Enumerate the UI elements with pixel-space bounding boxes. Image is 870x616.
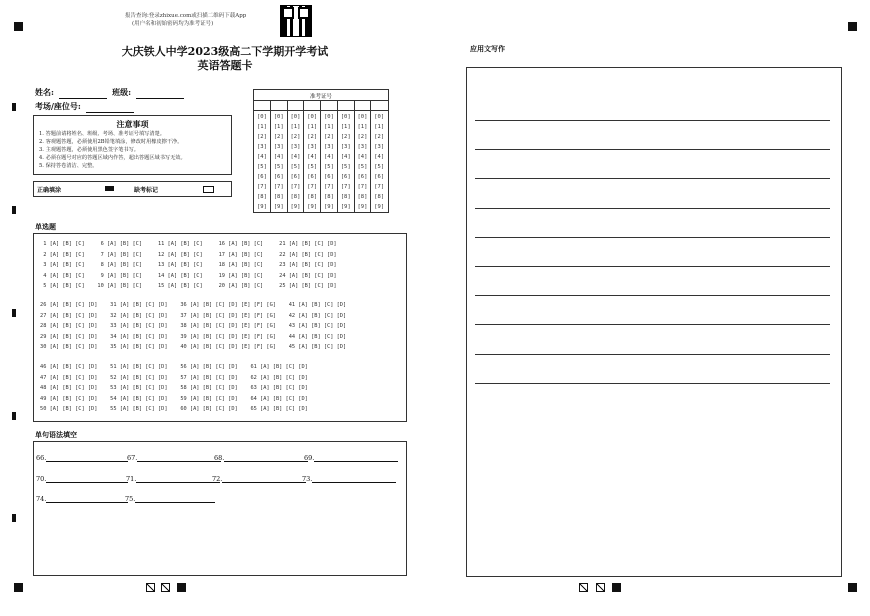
admission-digit-bubble[interactable]: [7] bbox=[357, 184, 368, 190]
name-label: 姓名: bbox=[35, 87, 54, 97]
writing-line bbox=[475, 383, 830, 384]
mc-row[interactable]: 47 [A] [B] [C] [D] 52 [A] [B] [C] [D] 57 [A] [B] [C] [D] 62 [A] [B] [C] [D] bbox=[40, 374, 308, 381]
corner-marker-bottom-left bbox=[14, 583, 23, 592]
admission-digit-bubble[interactable]: [4] bbox=[374, 154, 385, 160]
mc-row[interactable]: 28 [A] [B] [C] [D] 33 [A] [B] [C] [D] 38 [A] [B] [C] [D] [E] [F] [G] 43 [A] [B] [C] [D] bbox=[40, 323, 347, 329]
admission-digit-bubble[interactable]: [9] bbox=[357, 204, 368, 210]
admission-header: 准考证号 bbox=[309, 94, 332, 100]
mc-row[interactable]: 49 [A] [B] [C] [D] 54 [A] [B] [C] [D] 59 [A] [B] [C] [D] 64 [A] [B] [C] [D] bbox=[40, 395, 308, 402]
fill-item bbox=[214, 454, 308, 462]
admission-column-divider bbox=[337, 100, 338, 212]
side-tick bbox=[12, 412, 16, 420]
admission-digit-bubble[interactable]: [5] bbox=[273, 164, 284, 170]
section-writing-title: 应用文写作 bbox=[470, 44, 505, 53]
report-line-1: 报告查询:登录zhixue.com或扫描二维码下载App bbox=[125, 13, 247, 19]
room-row bbox=[35, 94, 134, 113]
admission-digit-bubble[interactable]: [6] bbox=[307, 174, 318, 180]
class-label: 班级: bbox=[112, 87, 132, 97]
fill-item bbox=[36, 475, 128, 483]
admission-digit-bubble[interactable]: [7] bbox=[257, 184, 267, 190]
report-line-2: (用户名和初始密码均为准考证号) bbox=[132, 21, 214, 27]
admission-digit-bubble[interactable]: [1] bbox=[273, 124, 284, 130]
admission-column-divider bbox=[303, 100, 304, 212]
admission-digit-bubble[interactable]: [4] bbox=[290, 154, 301, 160]
fill-item-number: 68. bbox=[214, 454, 225, 462]
room-field[interactable] bbox=[86, 104, 134, 113]
fill-item bbox=[127, 454, 221, 462]
admission-digit-bubble[interactable]: [5] bbox=[340, 164, 351, 170]
admission-digit-bubble[interactable]: [0] bbox=[340, 114, 351, 120]
admission-digit-bubble[interactable]: [9] bbox=[324, 204, 334, 210]
fill-item bbox=[302, 475, 396, 483]
admission-digit-bubble[interactable]: [4] bbox=[307, 154, 318, 160]
section-fill-title: 单句语法填空 bbox=[35, 430, 77, 439]
admission-digit-bubble[interactable]: [0] bbox=[357, 114, 368, 120]
fill-item-number: 69. bbox=[304, 454, 315, 462]
notice-box bbox=[33, 115, 232, 175]
black-square-icon bbox=[612, 583, 621, 592]
fill-item-blank[interactable] bbox=[312, 476, 396, 483]
admission-digit-bubble[interactable]: [2] bbox=[340, 134, 351, 140]
admission-digit-bubble[interactable]: [6] bbox=[257, 174, 267, 180]
admission-number-grid bbox=[253, 89, 389, 213]
admission-digit-bubble[interactable]: [8] bbox=[357, 194, 368, 200]
notice-title: 注意事项 bbox=[116, 119, 149, 129]
admission-digit-bubble[interactable]: [9] bbox=[340, 204, 351, 210]
admission-digit-bubble[interactable]: [2] bbox=[324, 134, 334, 140]
writing-line bbox=[475, 266, 830, 267]
admission-digit-bubble[interactable]: [6] bbox=[273, 174, 284, 180]
admission-digit-bubble[interactable]: [2] bbox=[357, 134, 368, 140]
mc-row[interactable]: 4 [A] [B] [C] 9 [A] [B] [C] 14 [A] [B] [C] 19 [A] [B] [C] 24 [A] [B] [C] [D] bbox=[40, 272, 337, 279]
admission-digit-bubble[interactable]: [0] bbox=[374, 114, 385, 120]
section-mc-title: 单选题 bbox=[35, 222, 56, 231]
admission-digit-bubble[interactable]: [4] bbox=[324, 154, 334, 160]
admission-digit-bubble[interactable]: [0] bbox=[290, 114, 301, 120]
fill-item-blank[interactable] bbox=[222, 476, 306, 483]
mc-row[interactable]: 30 [A] [B] [C] [D] 35 [A] [B] [C] [D] 40 [A] [B] [C] [D] [E] [F] [G] 45 [A] [B] [C] [D] bbox=[40, 344, 347, 350]
admission-digit-bubble[interactable]: [6] bbox=[340, 174, 351, 180]
fill-item-number: 73. bbox=[302, 475, 313, 483]
fill-sample-box bbox=[33, 181, 232, 197]
writing-line bbox=[475, 208, 830, 209]
admission-column-divider bbox=[270, 100, 271, 212]
notice-item: 4. 必须在题号对应的答题区域内作答，超出答题区域书写无效。 bbox=[39, 155, 186, 161]
admission-digit-bubble[interactable]: [8] bbox=[340, 194, 351, 200]
notice-item: 5. 保持答卷清洁、完整。 bbox=[39, 163, 98, 169]
corner-marker-top-right bbox=[848, 22, 857, 31]
fill-item-blank[interactable] bbox=[46, 476, 128, 483]
fill-item-blank[interactable] bbox=[314, 455, 398, 462]
admission-digit-bubble[interactable]: [7] bbox=[324, 184, 334, 190]
mc-row[interactable]: 48 [A] [B] [C] [D] 53 [A] [B] [C] [D] 58 [A] [B] [C] [D] 63 [A] [B] [C] [D] bbox=[40, 385, 308, 391]
exam-title: 大庆铁人中学2023级高二下学期开学考试 bbox=[121, 45, 329, 58]
mc-row[interactable]: 26 [A] [B] [C] [D] 31 [A] [B] [C] [D] 36 [A] [B] [C] [D] [E] [F] [G] 41 [A] [B] [C] [D] bbox=[40, 302, 347, 308]
admission-digit-bubble[interactable]: [5] bbox=[257, 164, 267, 170]
sheet-title: 英语答题卡 bbox=[197, 59, 253, 72]
admission-digit-bubble[interactable]: [0] bbox=[324, 114, 334, 120]
admission-digit-bubble[interactable]: [2] bbox=[290, 134, 301, 140]
admission-digit-bubble[interactable]: [4] bbox=[340, 154, 351, 160]
admission-column-divider bbox=[320, 100, 321, 212]
admission-digit-bubble[interactable]: [8] bbox=[290, 194, 301, 200]
fill-item-number: 67. bbox=[127, 454, 138, 462]
admission-digit-bubble[interactable]: [3] bbox=[290, 144, 301, 150]
fill-item bbox=[36, 495, 128, 503]
admission-digit-bubble[interactable]: [2] bbox=[307, 134, 318, 140]
fill-item-blank[interactable] bbox=[135, 496, 215, 503]
mc-row[interactable]: 27 [A] [B] [C] [D] 32 [A] [B] [C] [D] 37 [A] [B] [C] [D] [E] [F] [G] 42 [A] [B] [C] [D] bbox=[40, 312, 347, 319]
admission-digit-bubble[interactable]: [8] bbox=[273, 194, 284, 200]
admission-digit-bubble[interactable]: [8] bbox=[307, 194, 318, 200]
admission-digit-bubble[interactable]: [6] bbox=[290, 174, 301, 180]
writing-line bbox=[475, 354, 830, 355]
fill-item bbox=[304, 454, 398, 462]
admission-digit-bubble[interactable]: [1] bbox=[257, 124, 267, 130]
fill-item-blank[interactable] bbox=[46, 496, 128, 503]
admission-digit-bubble[interactable]: [1] bbox=[340, 124, 351, 130]
mc-row[interactable]: 3 [A] [B] [C] 8 [A] [B] [C] 13 [A] [B] [C] 18 [A] [B] [C] 23 [A] [B] [C] [D] bbox=[40, 262, 337, 268]
admission-digit-bubble[interactable]: [1] bbox=[374, 124, 385, 130]
fill-item-blank[interactable] bbox=[136, 475, 223, 483]
admission-digit-bubble[interactable]: [2] bbox=[273, 134, 284, 140]
fill-item-blank[interactable] bbox=[137, 455, 221, 462]
admission-digit-bubble[interactable]: [6] bbox=[324, 174, 334, 180]
fill-item-number: 66. bbox=[36, 454, 47, 462]
admission-column-divider bbox=[370, 100, 371, 212]
admission-digit-bubble[interactable]: [9] bbox=[290, 204, 301, 210]
admission-column-divider bbox=[354, 100, 355, 212]
admission-digit-bubble[interactable]: [3] bbox=[273, 144, 284, 150]
admission-digit-bubble[interactable]: [5] bbox=[357, 164, 368, 170]
admission-digit-bubble[interactable]: [7] bbox=[290, 184, 301, 190]
admission-digit-bubble[interactable]: [7] bbox=[374, 184, 385, 190]
correct-fill-mark bbox=[105, 186, 114, 191]
admission-digit-bubble[interactable]: [8] bbox=[257, 194, 267, 200]
writing-line bbox=[475, 149, 830, 150]
admission-digit-bubble[interactable]: [9] bbox=[273, 204, 284, 210]
admission-digit-bubble[interactable]: [1] bbox=[357, 124, 368, 130]
check-mark-icon bbox=[579, 583, 588, 592]
mc-row[interactable]: 29 [A] [B] [C] [D] 34 [A] [B] [C] [D] 39 [A] [B] [C] [D] [E] [F] [G] 44 [A] [B] [C] [D] bbox=[40, 333, 347, 340]
admission-digit-bubble[interactable]: [5] bbox=[324, 164, 334, 170]
notice-item: 3. 主观题答题，必须使用黑色签字笔书写。 bbox=[39, 147, 139, 153]
side-tick bbox=[12, 514, 16, 522]
admission-digit-bubble[interactable]: [7] bbox=[340, 184, 351, 190]
admission-digit-bubble[interactable]: [8] bbox=[324, 194, 334, 200]
mc-row[interactable]: 50 [A] [B] [C] [D] 55 [A] [B] [C] [D] 60 [A] [B] [C] [D] 65 [A] [B] [C] [D] bbox=[40, 406, 308, 412]
writing-line bbox=[475, 120, 830, 121]
fill-item-number: 70. bbox=[36, 475, 47, 483]
corner-marker-bottom-right bbox=[848, 583, 857, 592]
fill-item-number: 72. bbox=[212, 475, 223, 483]
admission-digit-bubble[interactable]: [1] bbox=[324, 124, 334, 130]
class-field[interactable] bbox=[136, 90, 184, 99]
admission-digit-bubble[interactable]: [5] bbox=[374, 164, 385, 170]
admission-digit-bubble[interactable]: [7] bbox=[273, 184, 284, 190]
admission-digit-bubble[interactable]: [3] bbox=[257, 144, 267, 150]
admission-digit-bubble[interactable]: [8] bbox=[374, 194, 385, 200]
admission-digit-bubble[interactable]: [5] bbox=[290, 164, 301, 170]
admission-digit-bubble[interactable]: [0] bbox=[307, 114, 318, 120]
admission-digit-bubble[interactable]: [3] bbox=[374, 144, 385, 150]
mc-row[interactable]: 2 [A] [B] [C] 7 [A] [B] [C] 12 [A] [B] [C] 17 [A] [B] [C] 22 [A] [B] [C] [D] bbox=[40, 251, 337, 258]
fill-item bbox=[125, 495, 215, 503]
room-label: 考场/座位号: bbox=[35, 101, 81, 111]
admission-digit-bubble[interactable]: [2] bbox=[374, 134, 385, 140]
writing-line bbox=[475, 324, 830, 325]
admission-digit-bubble[interactable]: [0] bbox=[257, 114, 267, 120]
admission-digit-bubble[interactable]: [9] bbox=[374, 204, 385, 210]
writing-line bbox=[475, 295, 830, 296]
admission-digit-bubble[interactable]: [3] bbox=[324, 144, 334, 150]
admission-divider bbox=[254, 100, 388, 101]
fill-item bbox=[36, 454, 128, 462]
admission-digit-bubble[interactable]: [1] bbox=[307, 124, 318, 130]
admission-digit-bubble[interactable]: [1] bbox=[290, 124, 301, 130]
admission-digit-bubble[interactable]: [9] bbox=[307, 204, 318, 210]
admission-digit-bubble[interactable]: [6] bbox=[357, 174, 368, 180]
admission-digit-bubble[interactable]: [9] bbox=[257, 204, 267, 210]
side-tick bbox=[12, 103, 16, 111]
qr-code-icon bbox=[280, 5, 312, 37]
writing-answer-box[interactable] bbox=[466, 67, 842, 577]
mc-row[interactable]: 46 [A] [B] [C] [D] 51 [A] [B] [C] [D] 56 [A] [B] [C] [D] 61 [A] [B] [C] [D] bbox=[40, 364, 308, 370]
admission-digit-bubble[interactable]: [4] bbox=[257, 154, 267, 160]
writing-line bbox=[475, 178, 830, 179]
fill-item-number: 74. bbox=[36, 495, 47, 503]
fill-item bbox=[126, 475, 223, 483]
side-tick bbox=[12, 206, 16, 214]
correct-fill-label: 正确填涂 bbox=[37, 187, 62, 194]
mc-row[interactable]: 5 [A] [B] [C] 10 [A] [B] [C] 15 [A] [B] [C] 20 [A] [B] [C] 25 [A] [B] [C] [D] bbox=[40, 283, 337, 289]
mc-answer-box bbox=[33, 233, 407, 422]
admission-digit-bubble[interactable]: [4] bbox=[273, 154, 284, 160]
absent-mark-label: 缺考标记 bbox=[134, 187, 159, 194]
side-tick bbox=[12, 309, 16, 317]
writing-line bbox=[475, 237, 830, 238]
admission-digit-bubble[interactable]: [0] bbox=[273, 114, 284, 120]
mc-row[interactable]: 1 [A] [B] [C] 6 [A] [B] [C] 11 [A] [B] [C] 16 [A] [B] [C] 21 [A] [B] [C] [D] bbox=[40, 241, 337, 247]
fill-item-number: 75. bbox=[125, 495, 136, 503]
corner-marker-top-left bbox=[14, 22, 23, 31]
admission-digit-bubble[interactable]: [3] bbox=[307, 144, 318, 150]
fill-item-blank[interactable] bbox=[224, 455, 308, 462]
admission-digit-bubble[interactable]: [2] bbox=[257, 134, 267, 140]
absent-mark-box[interactable] bbox=[203, 186, 214, 193]
admission-digit-bubble[interactable]: [6] bbox=[374, 174, 385, 180]
admission-digit-bubble[interactable]: [7] bbox=[307, 184, 318, 190]
black-square-icon bbox=[177, 583, 186, 592]
check-mark-icon bbox=[596, 583, 605, 592]
fill-item bbox=[212, 475, 306, 483]
check-mark-icon bbox=[146, 583, 155, 592]
admission-digit-bubble[interactable]: [4] bbox=[357, 154, 368, 160]
check-mark-icon bbox=[161, 583, 170, 592]
notice-item: 1. 答题前请将姓名、班级、考场、准考证号填写清楚。 bbox=[39, 131, 165, 137]
fill-answer-box bbox=[33, 441, 407, 576]
admission-divider bbox=[254, 110, 388, 111]
fill-item-number: 71. bbox=[126, 475, 137, 483]
admission-digit-bubble[interactable]: [3] bbox=[340, 144, 351, 150]
admission-column-divider bbox=[287, 100, 288, 212]
fill-item-blank[interactable] bbox=[46, 455, 128, 462]
admission-digit-bubble[interactable]: [5] bbox=[307, 164, 318, 170]
admission-digit-bubble[interactable]: [3] bbox=[357, 144, 368, 150]
notice-item: 2. 客观题答题，必须使用2B铅笔填涂，修改时用橡皮擦干净。 bbox=[39, 139, 183, 145]
